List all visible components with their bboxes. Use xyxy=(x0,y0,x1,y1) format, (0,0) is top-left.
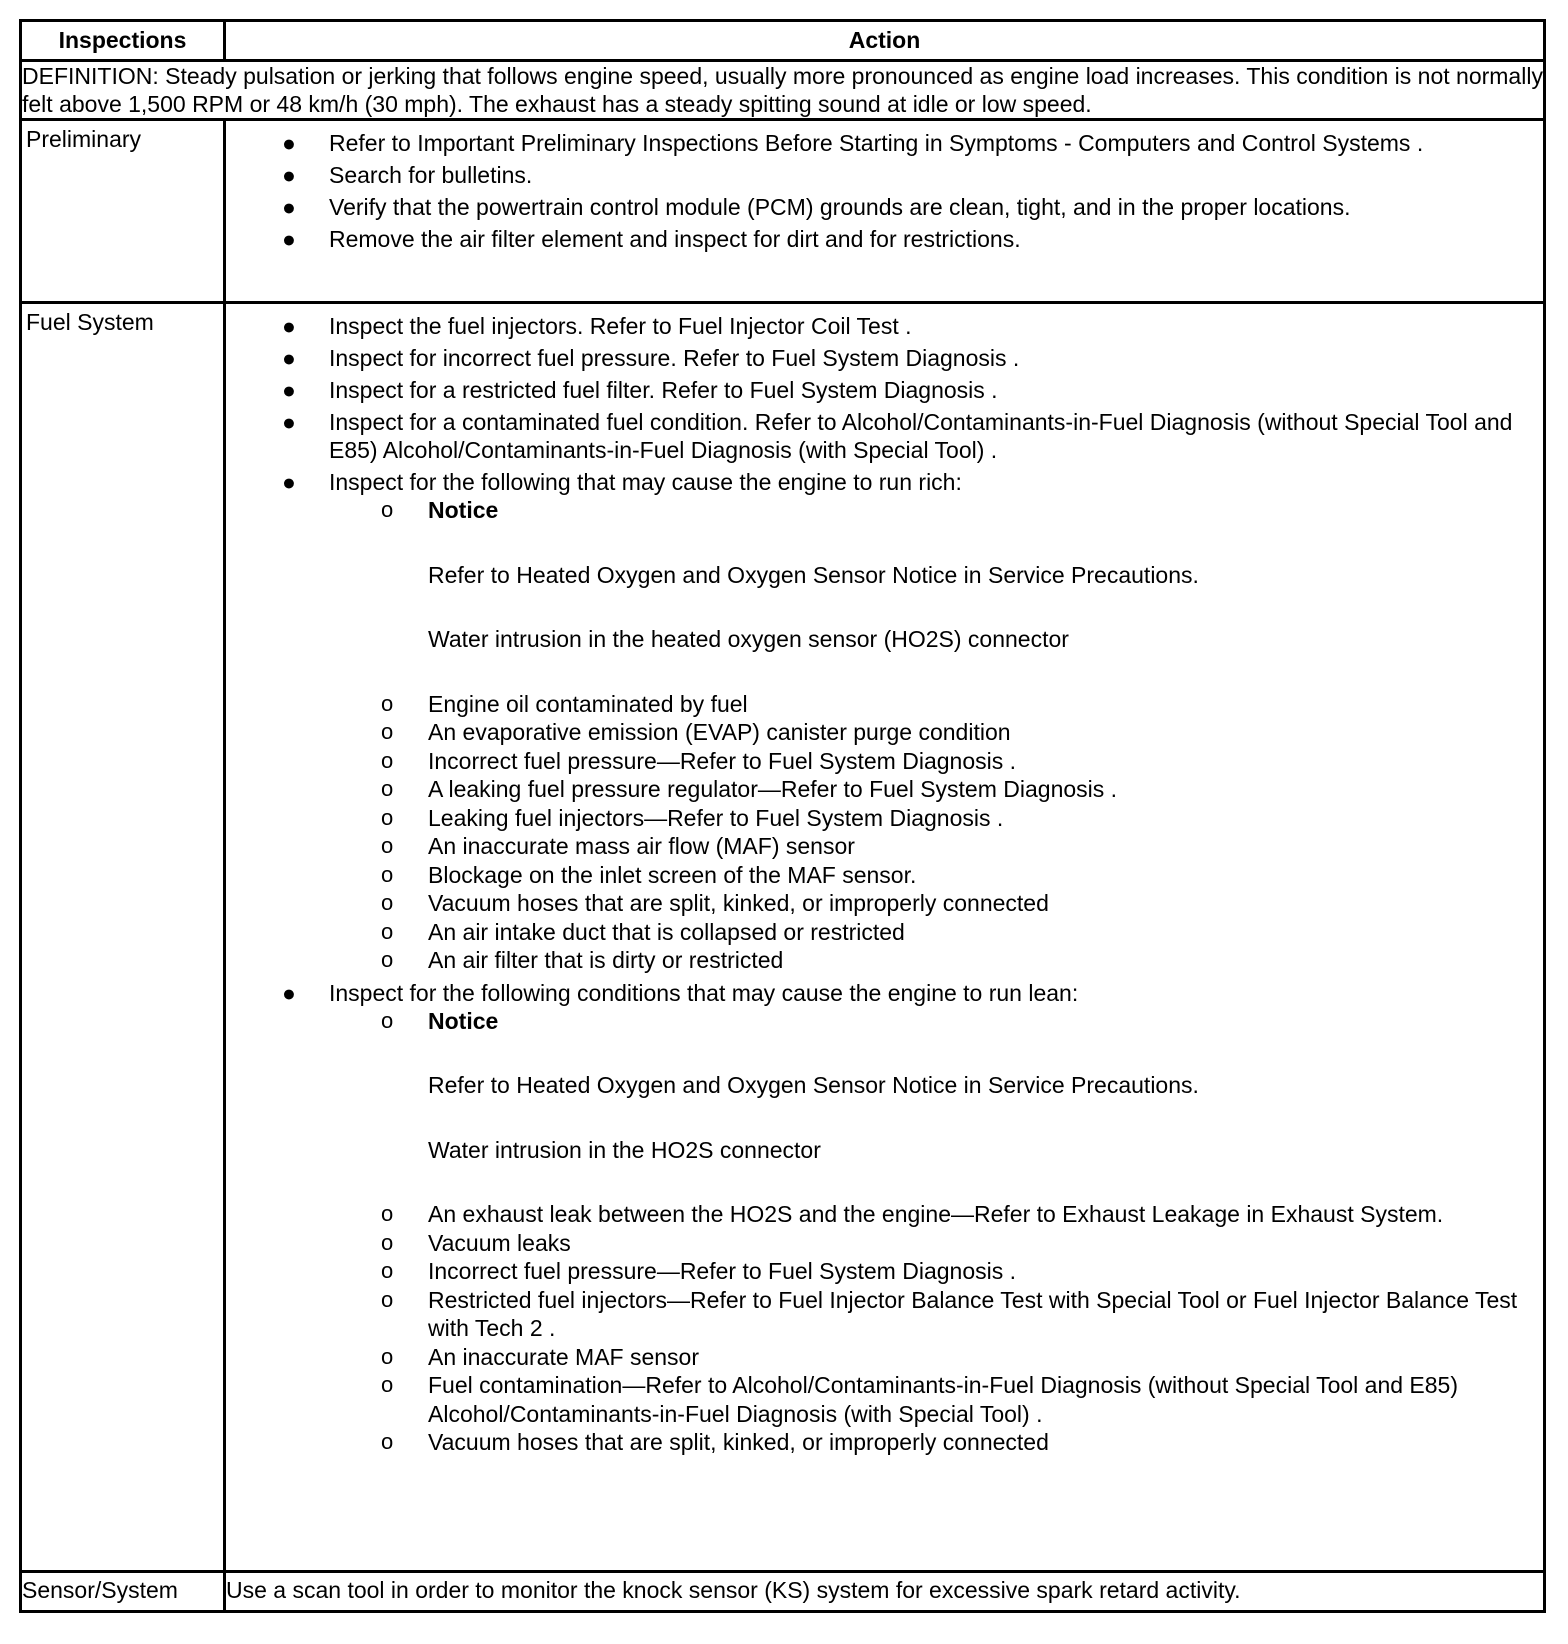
lean-conditions-list xyxy=(329,1007,1537,1457)
circle-bullet-icon: o xyxy=(381,1229,394,1255)
circle-bullet-icon: o xyxy=(381,918,394,944)
list-item: ● Search for bulletins. xyxy=(282,162,533,188)
sub-list-item: o An air intake duct that is collapsed or restricted xyxy=(381,918,905,945)
bullet-icon: ● xyxy=(282,313,296,339)
bullet-icon: ● xyxy=(282,162,296,188)
list-item: ● Verify that the powertrain control module (PCM) grounds are clean, tight, and in the proper locations. xyxy=(282,194,1351,220)
notice-item-text: Water intrusion in the heated oxygen sensor (HO2S) connector xyxy=(428,626,1069,652)
list-item: ● Refer to Important Preliminary Inspections Before Starting in Symptoms - Computers and Control Systems . xyxy=(282,130,1424,156)
column-header-inspections: Inspections xyxy=(21,21,225,61)
inspection-table xyxy=(19,19,1546,1613)
rich-conditions-list xyxy=(329,496,1537,975)
list-item: ● Inspect for a restricted fuel filter. Refer to Fuel System Diagnosis . xyxy=(282,377,998,403)
sub-list-item: o Vacuum leaks xyxy=(381,1229,571,1256)
circle-bullet-icon: o xyxy=(381,690,394,716)
bullet-icon: ● xyxy=(282,345,296,371)
list-item: ● Remove the air filter element and inspect for dirt and for restrictions. xyxy=(282,226,1021,252)
sub-list-item: o An inaccurate mass air flow (MAF) sensor xyxy=(381,833,855,859)
table-row-fuel-system xyxy=(21,303,1545,1572)
circle-bullet-icon: o xyxy=(381,861,394,887)
circle-bullet-icon: o xyxy=(381,1343,394,1369)
sub-list-item: o An inaccurate MAF sensor xyxy=(381,1343,700,1370)
circle-bullet-icon: o xyxy=(381,719,394,744)
sub-list-item: o Vacuum hoses that are split, kinked, or improperly connected xyxy=(381,1429,1049,1455)
circle-bullet-icon: o xyxy=(381,497,394,522)
circle-bullet-icon: o xyxy=(381,947,394,972)
list-item-lean-conditions: ● Inspect for the following conditions that may cause the engine to run lean: o Notice Refer to Heated Oxygen and Oxygen Sensor Notice in Service Precautions. Water intrusion in the HO2S connector o An exhaust leak between the HO2S and the engine—Refer to Exhaust Leakage in Exhaust System. o Vacuum leaks o Incorrect fuel pressure—Refer to Fuel System Diagnosis . o Restricted fuel injectors—Refer to Fuel Injector Balance Test with Special Tool or Fuel Injector Balance Test with Tech 2 . o An inaccurate MAF sensor o Fuel contamination—Refer to Alcohol/Contaminants-in-Fuel Diagnosis (without Special Tool and E85) Alcohol/Contaminants-in-Fuel Diagnosis (with Special Tool) . o Vacuum hoses that are split, kinked, or improperly connected xyxy=(226,979,1537,1457)
notice-title: Notice xyxy=(428,1007,499,1034)
sub-list-item: o Vacuum hoses that are split, kinked, or improperly connected xyxy=(381,890,1049,916)
sub-list-item: o A leaking fuel pressure regulator—Refer to Fuel System Diagnosis . xyxy=(381,776,1118,802)
preliminary-list xyxy=(226,129,1543,253)
circle-bullet-icon: o xyxy=(381,1258,394,1283)
row-label-sensor-system: Sensor/System xyxy=(21,1572,225,1612)
circle-bullet-icon: o xyxy=(381,804,394,830)
notice-title: Notice xyxy=(428,497,499,523)
bullet-icon: ● xyxy=(282,130,296,156)
list-item: ● Inspect the fuel injectors. Refer to Fuel Injector Coil Test . xyxy=(282,313,912,339)
notice-item xyxy=(329,1007,1537,1201)
circle-bullet-icon: o xyxy=(381,1286,394,1312)
sub-list-item: o Engine oil contaminated by fuel xyxy=(381,690,748,717)
fuel-system-actions xyxy=(225,303,1545,1572)
circle-bullet-icon: o xyxy=(381,890,394,915)
sub-list-item: o Restricted fuel injectors—Refer to Fuel Injector Balance Test with Special Tool or Fuel Injector Balance Test with Tech 2 . xyxy=(381,1286,1518,1341)
bullet-icon: ● xyxy=(282,377,296,403)
table-header-row xyxy=(21,21,1545,61)
sub-list-item: o An exhaust leak between the HO2S and the engine—Refer to Exhaust Leakage in Exhaust System. xyxy=(381,1201,1444,1227)
notice-text: Refer to Heated Oxygen and Oxygen Sensor Notice in Service Precautions. xyxy=(428,561,1199,588)
table-row-preliminary xyxy=(21,120,1545,303)
circle-bullet-icon: o xyxy=(381,776,394,801)
table-row-sensor-system xyxy=(21,1572,1545,1612)
circle-bullet-icon: o xyxy=(381,747,394,773)
inspection-document xyxy=(19,19,1543,1613)
row-label-preliminary: Preliminary xyxy=(21,120,225,303)
circle-bullet-icon: o xyxy=(381,1429,394,1454)
column-header-action: Action xyxy=(225,21,1545,61)
definition-row xyxy=(21,61,1545,120)
sensor-system-action: Use a scan tool in order to monitor the knock sensor (KS) system for excessive spark retard activity. xyxy=(225,1572,1545,1612)
notice-item xyxy=(329,496,1537,690)
row-label-fuel-system: Fuel System xyxy=(21,303,225,1572)
bullet-icon: ● xyxy=(282,409,296,435)
circle-bullet-icon: o xyxy=(381,1201,394,1226)
list-item: ● Inspect for incorrect fuel pressure. Refer to Fuel System Diagnosis . xyxy=(282,345,1020,371)
fuel-system-list xyxy=(226,312,1543,1457)
list-item: ● Inspect for a contaminated fuel condition. Refer to Alcohol/Contaminants-in-Fuel Diagnosis (without Special Tool and E85) Alcohol/Contaminants-in-Fuel Diagnosis (with Special Tool) . xyxy=(282,409,1513,463)
circle-bullet-icon: o xyxy=(381,833,394,858)
preliminary-actions xyxy=(225,120,1545,303)
notice-item-text: Water intrusion in the HO2S connector xyxy=(428,1136,821,1163)
notice-text: Refer to Heated Oxygen and Oxygen Sensor Notice in Service Precautions. xyxy=(428,1072,1199,1098)
bullet-icon: ● xyxy=(282,226,296,252)
circle-bullet-icon: o xyxy=(381,1372,394,1397)
list-item-rich-conditions: ● Inspect for the following that may cause the engine to run rich: o Notice Refer to Heated Oxygen and Oxygen Sensor Notice in Service Precautions. Water intrusion in the heated oxygen sensor (HO2S) connector o Engine oil contaminated by fuel o An evaporative emission (EVAP) canister purge condition o Incorrect fuel pressure—Refer to Fuel System Diagnosis . o A leaking fuel pressure regulator—Refer to Fuel System Diagnosis . o Leaking fuel injectors—Refer to Fuel System Diagnosis . o An inaccurate mass air flow (MAF) sensor o Blockage on the inlet screen of the MAF sensor. o Vacuum hoses that are split, kinked, or improperly connected o An air intake duct that is collapsed or restricted o An air filter that is dirty or restricted xyxy=(226,468,1537,975)
circle-bullet-icon: o xyxy=(381,1007,394,1033)
bullet-icon: ● xyxy=(282,469,296,495)
sub-list-item: o Blockage on the inlet screen of the MAF sensor. xyxy=(381,861,917,888)
sub-list-item: o Leaking fuel injectors—Refer to Fuel System Diagnosis . xyxy=(381,804,1004,831)
bullet-icon: ● xyxy=(282,979,296,1006)
sub-list-item: o An air filter that is dirty or restricted xyxy=(381,947,784,973)
sub-list-item: o Fuel contamination—Refer to Alcohol/Contaminants-in-Fuel Diagnosis (without Special Tool and E85) Alcohol/Contaminants-in-Fuel Diagnosis (with Special Tool) . xyxy=(381,1372,1459,1427)
definition-text: DEFINITION: Steady pulsation or jerking that follows engine speed, usually more pronounced as engine load increases. This condition is not normally felt above 1,500 RPM or 48 km/h (30 mph). The exhaust has a steady spitting sound at idle or low speed. xyxy=(21,61,1545,120)
sub-list-item: o Incorrect fuel pressure—Refer to Fuel System Diagnosis . xyxy=(381,1258,1017,1284)
sub-list-item: o An evaporative emission (EVAP) canister purge condition xyxy=(381,719,1011,745)
sub-list-item: o Incorrect fuel pressure—Refer to Fuel System Diagnosis . xyxy=(381,747,1017,774)
bullet-icon: ● xyxy=(282,194,296,220)
